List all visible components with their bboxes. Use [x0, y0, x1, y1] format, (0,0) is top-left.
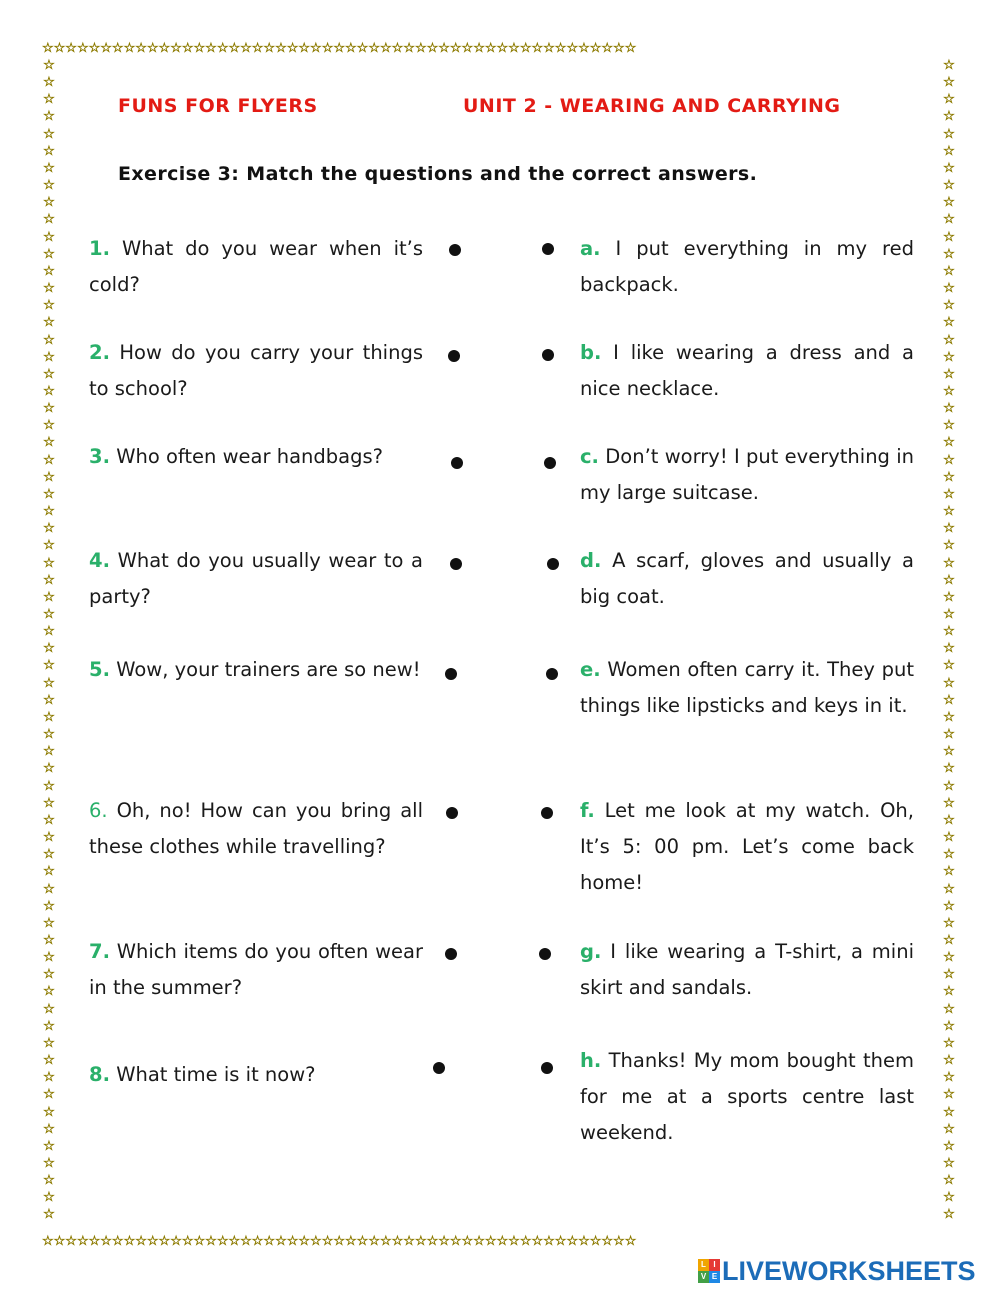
question-text: Who often wear handbags? [116, 445, 383, 468]
answer-item [580, 439, 914, 511]
question-number: 3. [89, 445, 110, 468]
answer-letter: c. [580, 445, 599, 468]
answer-letter: a. [580, 237, 601, 260]
answer-item [580, 231, 914, 303]
question-match-dot[interactable] [433, 1062, 445, 1074]
question-number: 1. [89, 237, 110, 260]
star-border-left: ☆ ☆ ☆ ☆ ☆ ☆ ☆ ☆ ☆ ☆ ☆ ☆ ☆ ☆ ☆ ☆ ☆ ☆ ☆ ☆ ☆ ☆ ☆ ☆ ☆ ☆ ☆ ☆ ☆ ☆ ☆ ☆ ☆ ☆ ☆ ☆ ☆ ☆ ☆ ☆ ☆ ☆ ☆ ☆ ☆ ☆ ☆ ☆ ☆ ☆ ☆ ☆ ☆ ☆ ☆ ☆ ☆ ☆ ☆ ☆ ☆ ☆ ☆ ☆ ☆ ☆ ☆ ☆ [43, 58, 55, 1223]
answer-item [580, 1043, 914, 1151]
answer-text: A scarf, gloves and usually a big coat. [580, 549, 914, 608]
answer-match-dot[interactable] [542, 349, 554, 361]
answer-text: Thanks! My mom bought them for me at a sports centre last weekend. [580, 1049, 914, 1144]
question-item [89, 231, 423, 303]
answer-letter: h. [580, 1049, 602, 1072]
answer-match-dot[interactable] [539, 948, 551, 960]
question-item [89, 793, 423, 865]
answer-match-dot[interactable] [541, 807, 553, 819]
star-border-top: ☆☆☆☆☆☆☆☆☆☆☆☆☆☆☆☆☆☆☆☆☆☆☆☆☆☆☆☆☆☆☆☆☆☆☆☆☆☆☆☆☆☆☆☆☆☆☆☆☆☆☆ [42, 41, 637, 56]
question-text: Oh, no! How can you bring all these clothes while travelling? [89, 799, 423, 858]
question-text: Wow, your trainers are so new! [116, 658, 421, 681]
answer-letter: d. [580, 549, 602, 572]
logo-letter: I [709, 1259, 720, 1271]
answer-letter: e. [580, 658, 601, 681]
answer-item [580, 793, 914, 901]
question-match-dot[interactable] [448, 350, 460, 362]
question-number: 4. [89, 549, 110, 572]
star-border-bottom: ☆☆☆☆☆☆☆☆☆☆☆☆☆☆☆☆☆☆☆☆☆☆☆☆☆☆☆☆☆☆☆☆☆☆☆☆☆☆☆☆☆☆☆☆☆☆☆☆☆☆☆ [42, 1234, 637, 1249]
answer-item [580, 934, 914, 1006]
logo-letter: E [709, 1271, 720, 1283]
answer-text: I like wearing a T-shirt, a mini skirt and sandals. [580, 940, 914, 999]
liveworksheets-wordmark: LIVEWORKSHEETS [722, 1255, 976, 1286]
question-number: 6. [89, 799, 108, 822]
answer-item [580, 543, 914, 615]
question-number: 2. [89, 341, 110, 364]
question-match-dot[interactable] [451, 457, 463, 469]
question-match-dot[interactable] [450, 558, 462, 570]
answer-match-dot[interactable] [547, 558, 559, 570]
liveworksheets-watermark[interactable] [698, 1256, 976, 1286]
question-item [89, 439, 423, 475]
question-item [89, 1057, 423, 1093]
question-match-dot[interactable] [446, 807, 458, 819]
question-text: How do you carry your things to school? [89, 341, 423, 400]
answer-match-dot[interactable] [546, 668, 558, 680]
worksheet-series-title: FUNS FOR FLYERS [118, 95, 318, 117]
logo-letter: V [698, 1271, 709, 1283]
question-number: 5. [89, 658, 110, 681]
question-match-dot[interactable] [445, 948, 457, 960]
question-item [89, 652, 423, 688]
question-text: What do you usually wear to a party? [89, 549, 423, 608]
question-number: 7. [89, 940, 110, 963]
question-text: Which items do you often wear in the summer? [89, 940, 423, 999]
question-item [89, 543, 423, 615]
answer-match-dot[interactable] [544, 457, 556, 469]
answer-match-dot[interactable] [541, 1062, 553, 1074]
answer-item [580, 335, 914, 407]
question-text: What do you wear when it’s cold? [89, 237, 423, 296]
answer-letter: f. [580, 799, 595, 822]
question-number: 8. [89, 1063, 110, 1086]
question-text: What time is it now? [116, 1063, 316, 1086]
answer-text: I like wearing a dress and a nice necklace. [580, 341, 915, 400]
question-item [89, 335, 423, 407]
answer-item [580, 652, 914, 724]
question-item [89, 934, 423, 1006]
star-border-right: ☆ ☆ ☆ ☆ ☆ ☆ ☆ ☆ ☆ ☆ ☆ ☆ ☆ ☆ ☆ ☆ ☆ ☆ ☆ ☆ ☆ ☆ ☆ ☆ ☆ ☆ ☆ ☆ ☆ ☆ ☆ ☆ ☆ ☆ ☆ ☆ ☆ ☆ ☆ ☆ ☆ ☆ ☆ ☆ ☆ ☆ ☆ ☆ ☆ ☆ ☆ ☆ ☆ ☆ ☆ ☆ ☆ ☆ ☆ ☆ ☆ ☆ ☆ ☆ ☆ ☆ ☆ ☆ [943, 58, 955, 1223]
answer-letter: g. [580, 940, 602, 963]
question-match-dot[interactable] [449, 244, 461, 256]
exercise-instruction: Exercise 3: Match the questions and the correct answers. [118, 163, 758, 185]
answer-letter: b. [580, 341, 602, 364]
answer-text: Let me look at my watch. Oh, It’s 5: 00 pm. Let’s come back home! [580, 799, 914, 894]
answer-text: Women often carry it. They put things like lipsticks and keys in it. [580, 658, 914, 717]
answer-text: I put everything in my red backpack. [580, 237, 915, 296]
logo-letter: L [698, 1259, 709, 1271]
liveworksheets-logo-icon [698, 1259, 720, 1283]
unit-title: UNIT 2 - WEARING AND CARRYING [463, 95, 841, 117]
answer-match-dot[interactable] [542, 243, 554, 255]
question-match-dot[interactable] [445, 668, 457, 680]
answer-text: Don’t worry! I put everything in my large suitcase. [580, 445, 915, 504]
